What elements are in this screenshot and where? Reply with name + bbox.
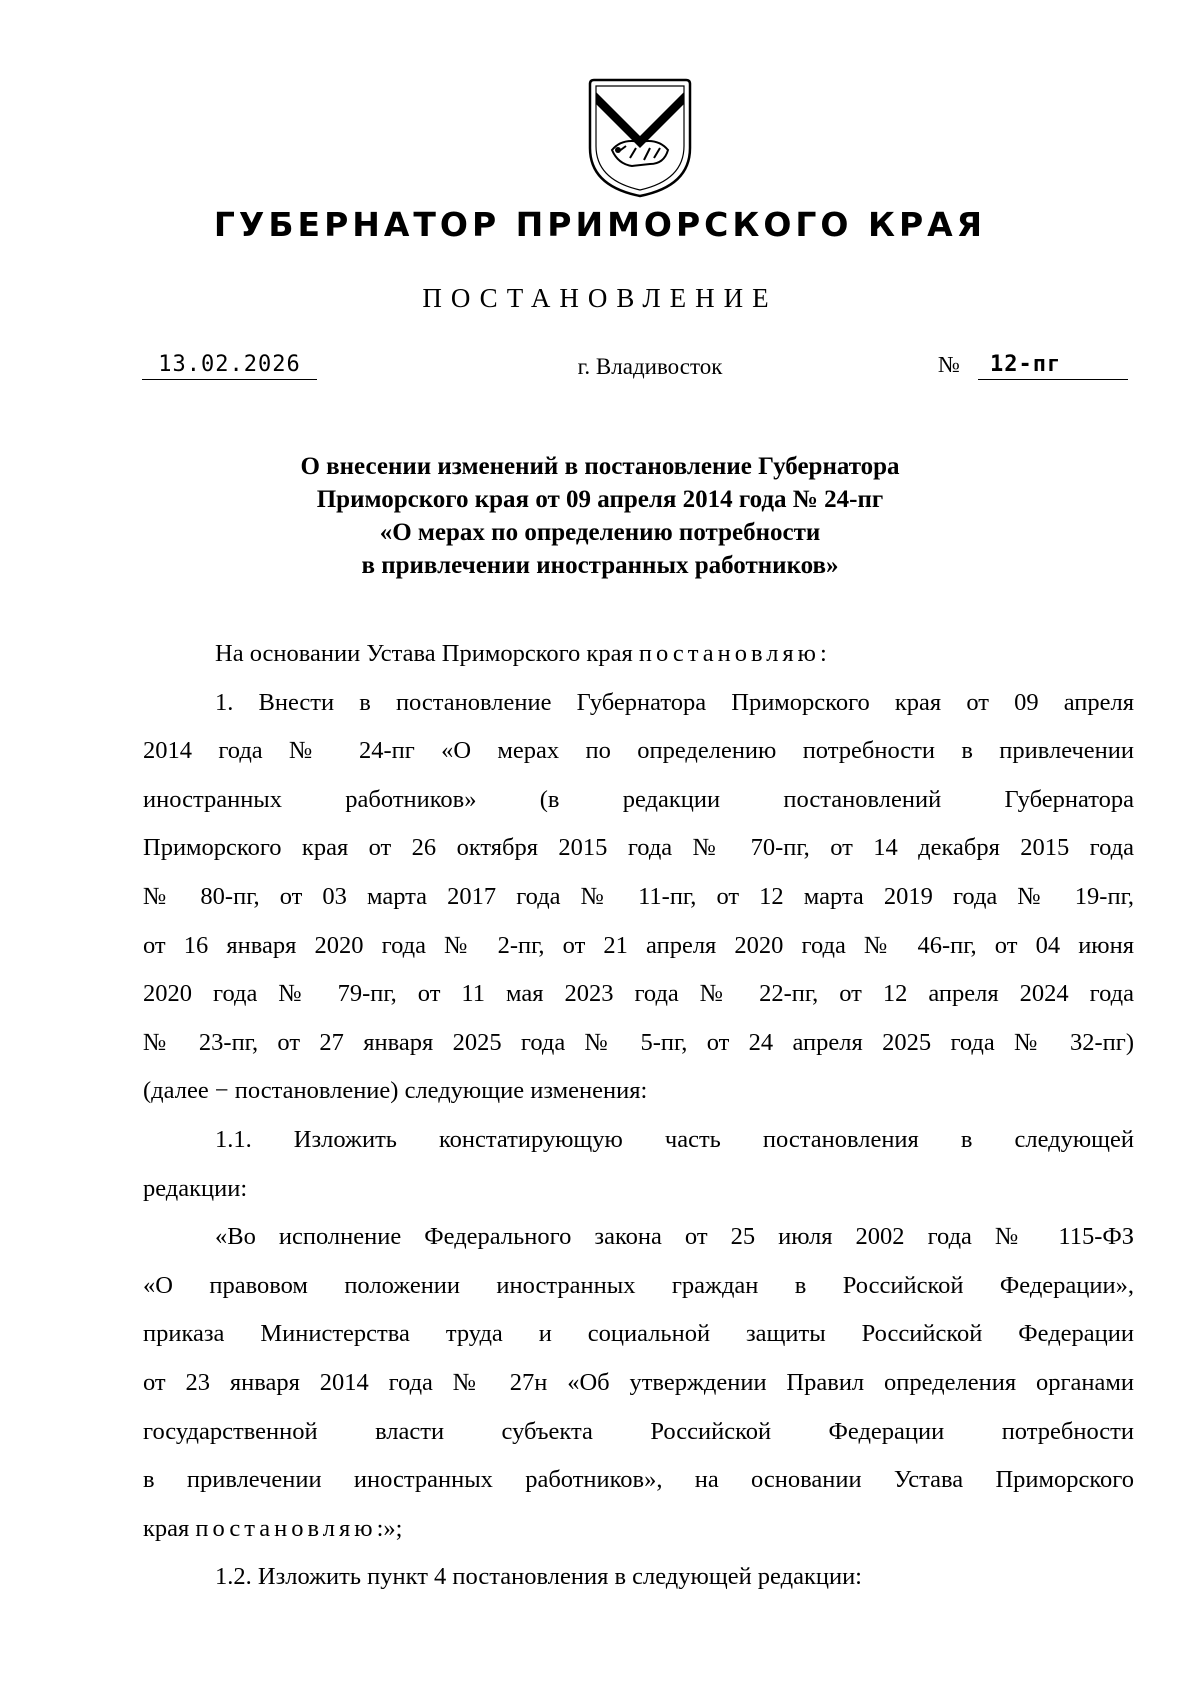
document-city: г. Владивосток — [577, 354, 723, 379]
paragraph-1-1 — [143, 1116, 1134, 1213]
quoted-preamble — [143, 1213, 1134, 1553]
quote-last-text: края — [143, 1514, 196, 1542]
paragraph-line: редакции: — [143, 1174, 248, 1202]
number-sign: № — [938, 352, 960, 377]
paragraph-line — [143, 1505, 1134, 1554]
paragraph-line: от 23 января 2014 года № 27н «Об утверждении Правил определения органами — [143, 1368, 1134, 1396]
document-body — [143, 630, 1134, 1602]
quote-last-suffix: :»; — [376, 1514, 403, 1542]
paragraph-line: приказа Министерства труда и социальной защиты Российской Федерации — [143, 1320, 1134, 1348]
document-date: 13.02.2026 — [142, 352, 317, 380]
title-line: «О мерах по определению потребности — [379, 519, 821, 546]
intro-paragraph — [143, 630, 1134, 679]
paragraph-line: 1. Внести в постановление Губернатора Приморского края от 09 апреля — [215, 688, 1134, 716]
paragraph-line: в привлечении иностранных работников», на основании Устава Приморского — [143, 1466, 1134, 1494]
title-line: О внесении изменений в постановление Губернатора — [300, 453, 900, 480]
paragraph-line: № 23-пг, от 27 января 2025 года № 5-пг, от 24 апреля 2025 года № 32-пг) — [143, 1028, 1134, 1056]
title-line: в привлечении иностранных работников» — [361, 552, 839, 579]
paragraph-line: № 80-пг, от 03 марта 2017 года № 11-пг, от 12 марта 2019 года № 19-пг, — [143, 882, 1134, 910]
paragraph-line: «Во исполнение Федерального закона от 25 июля 2002 года № 115-ФЗ — [215, 1223, 1134, 1251]
coat-of-arms-emblem — [588, 78, 692, 198]
paragraph-line: государственной власти субъекта Российской Федерации потребности — [143, 1417, 1134, 1445]
title-line: Приморского края от 09 апреля 2014 года № 24-пг — [316, 486, 884, 513]
paragraph-line: иностранных работников» (в редакции постановлений Губернатора — [143, 785, 1134, 813]
intro-spaced-word: постановляю — [638, 640, 820, 667]
paragraph-line: Приморского края от 26 октября 2015 года № 70-пг, от 14 декабря 2015 года — [143, 834, 1134, 862]
paragraph-line: от 16 января 2020 года № 2-пг, от 21 апреля 2020 года № 46-пг, от 04 июня — [143, 931, 1134, 959]
quote-spaced-word: постановляю — [195, 1514, 377, 1542]
paragraph-line: «О правовом положении иностранных граждан в Российской Федерации», — [143, 1271, 1134, 1299]
intro-text: На основании Устава Приморского края — [215, 640, 639, 667]
document-title — [0, 450, 1200, 582]
intro-suffix: : — [820, 640, 827, 667]
paragraph-line: (далее − постановление) следующие изменения: — [143, 1077, 648, 1105]
paragraph-line: 1.1. Изложить констатирующую часть постановления в следующей — [215, 1125, 1134, 1153]
document-number: 12-пг — [978, 352, 1128, 380]
paragraph-1 — [143, 679, 1134, 1116]
issuing-authority-heading: ГУБЕРНАТОР ПРИМОРСКОГО КРАЯ — [213, 205, 987, 244]
paragraph-1-2: 1.2. Изложить пункт 4 постановления в следующей редакции: — [215, 1563, 862, 1591]
paragraph-line: 2020 года № 79-пг, от 11 мая 2023 года № 22-пг, от 12 апреля 2024 года — [143, 980, 1134, 1008]
document-type-heading: ПОСТАНОВЛЕНИЕ — [422, 283, 778, 313]
paragraph-line: 2014 года № 24-пг «О мерах по определению потребности в привлечении — [143, 737, 1134, 765]
